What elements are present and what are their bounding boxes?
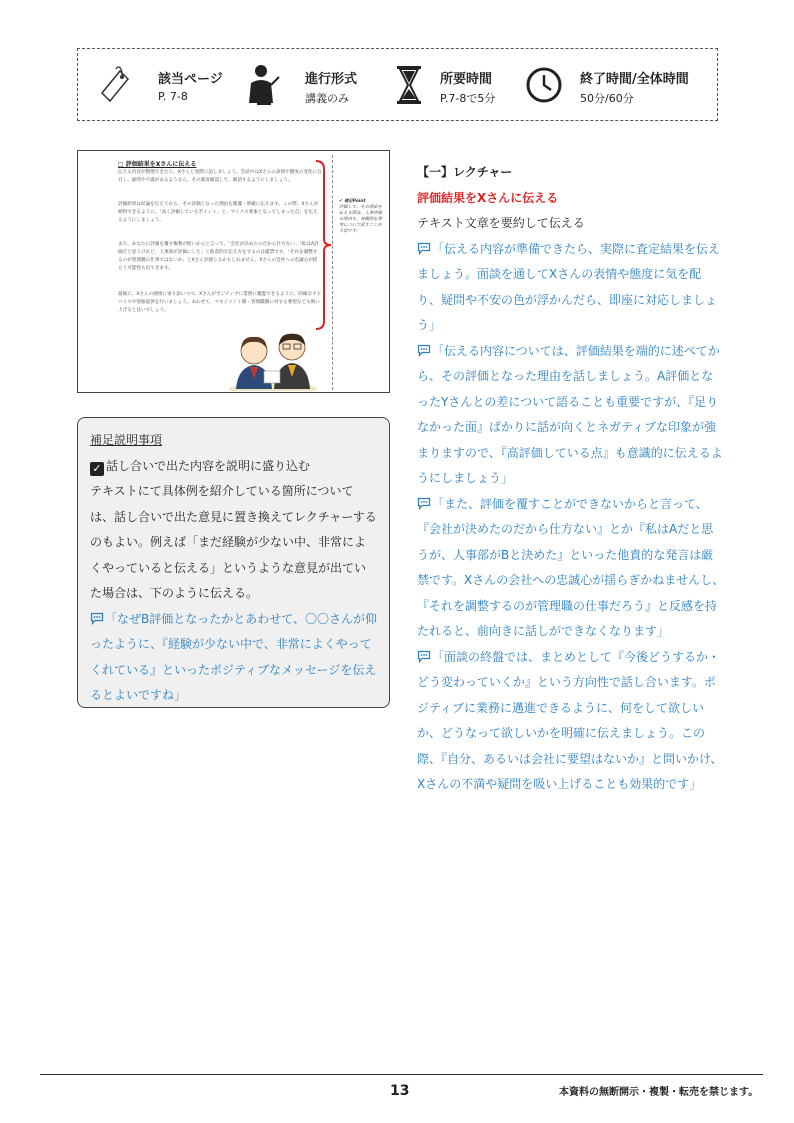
discussion-illustration [228,327,318,391]
info-page-value: P. 7-8 [158,90,188,103]
info-time-label: 終了時間/全体時間 [580,72,689,87]
lecture-heading: 評価結果をXさんに伝える [417,190,559,205]
check-item-text: 話し合いで出た内容を説明に盛り込む [106,458,311,473]
page-number: 13 [390,1083,410,1099]
info-format-value: 講義のみ [305,92,349,105]
supplement-check-item [90,454,377,480]
speech-bubble-icon [417,497,431,510]
thumb-paragraph: 評価結果は結論を伝えてから、その評価となった理由を簡潔・明確に伝えます。この際、Xさんが納得できるように、「高く評価しているポイント」と、マイナス要素となってしまった点」を伝えるようにしましょう。 [118,202,319,223]
hourglass-icon [389,63,429,107]
supplement-quote [90,607,377,709]
supplement-body: テキストにて具体例を紹介している箇所については、話し合いで出た意見に置き換えてレクチャーするのもよい。例えば「まだ経験が少ない中、非常によくやっていると伝える」というような意見が出ていた場合は、下のように伝える。 [90,484,377,600]
lecture-quote [417,492,725,645]
lecture-section-label: 【一】レクチャー [417,165,513,179]
textbook-page-thumbnail [77,150,390,393]
lecture-quote [417,645,725,798]
speech-bubble-icon [90,612,104,625]
speech-bubble-icon [417,650,431,663]
thumb-note-title: ✔ 補足Point [339,199,366,204]
thumb-title: □ 評価結果をXさんに伝える [118,161,197,168]
lecture-quote [417,237,725,339]
info-format-label: 進行形式 [305,72,358,87]
supplement-quote-text: 「なぜB評価となったかとあわせて、〇〇さんが仰ったように、『経験が少ない中で、非常によくやってくれている』といったポジティブなメッセージを伝えるとよいですね」 [90,611,377,702]
info-duration-label: 所要時間 [440,72,493,87]
lecturer-icon [241,63,281,107]
info-page-label: 該当ページ [158,72,223,87]
thumb-side-note [339,199,383,235]
copyright-notice: 本資料の無断開示・複製・転売を禁じます。 [559,1087,759,1098]
thumb-divider [332,155,333,390]
speech-bubble-icon [417,242,431,255]
thumb-paragraph: 伝える内容が整理できたら、Xさんと実際に話しましょう。会話中はXさんの表情や態度の変化に注目し、疑問や不満があるようなら、その都度確認して、解消するようにしましょう。 [118,170,322,183]
supplement-title: 補足説明事項 [90,433,163,447]
lecture-column [417,160,725,798]
lecture-quote-text: 「また、評価を覆すことができないからと言って、『会社が決めたのだから仕方ない』とか『私はAだと思うが、人事部がBと決めた』といった他責的な発言は厳禁です。Xさんの会社への忠誠心が揺らぎかねませんし、『それを調整するのが管理職の仕事だろう』と反感を持たれると、前向きに話しができなくなります」 [417,496,725,638]
lecture-quote-text: 「伝える内容については、評価結果を端的に述べてから、その評価となった理由を話しましょう。A評価となったYさんとの差について語ることも重要ですが、『足りなかった面』ばかりに話が向くとネガティブな印象が強まりますので、『高評価している点』も意識的に伝えるようにしましょう」 [417,343,723,485]
bookmark-tag-icon [96,63,136,107]
thumb-paragraph: また、あなたに評価を覆す権利が無いからと言って、「会社が決めたのだから仕方ない」「私はA評価だと思うけれど、人事部が評価にした」と他責的な伝え方をするのは厳禁です。「それを調整するのが管理職の仕事ではないか」とXさんが感じるかもしれません。Xさんの会社への忠誠心が揺らぐ可能性も出てきます。 [118,242,319,271]
lecture-quote-text: 「面談の終盤では、まとめとして『今後どうするか・どう変わっていくか』という方向性で話し合います。ポジティブに業務に邁進できるように、何をして欲しいか、どうなって欲しいかを明確に伝えましょう。この際、『自分、あるいは会社に要望はないか』と問いかけ、Xさんの不満や疑問を吸い上げることも効果的です」 [417,649,723,791]
lecture-quote [417,339,725,492]
lecture-quote-text: 「伝える内容が準備できたら、実際に査定結果を伝えましょう。面談を通してXさんの表情や態度に気を配り、疑問や不安の色が浮かんだら、即座に対応しましょう」 [417,241,721,332]
speech-bubble-icon [417,344,431,357]
clock-icon [524,63,564,107]
thumb-note-text: 評価して、その理由を伝える際は、人事評価の理由も、客観的な事実について話すことが大切です。 [339,205,382,234]
lecture-subtitle: テキスト文章を要約して伝える [417,216,585,230]
session-info-box [77,48,718,121]
thumb-paragraph: 最後に、Xさんの感情に寄り添いつつ、Xさんがポジティブに業務に邁進できるように、的確なアドバイスや情報提供を行いましょう。あわせて、マネジメント側・管理職側に対する要望なども吸い上げると良いでしょう。 [118,292,322,313]
supplementary-notes-box [77,417,390,708]
footer-rule [40,1074,763,1075]
checkbox-checked-icon: ✓ [90,462,104,476]
info-duration-value: P.7-8で5分 [440,92,496,105]
info-time-value: 50分/60分 [580,92,634,105]
red-bracket [314,159,334,331]
